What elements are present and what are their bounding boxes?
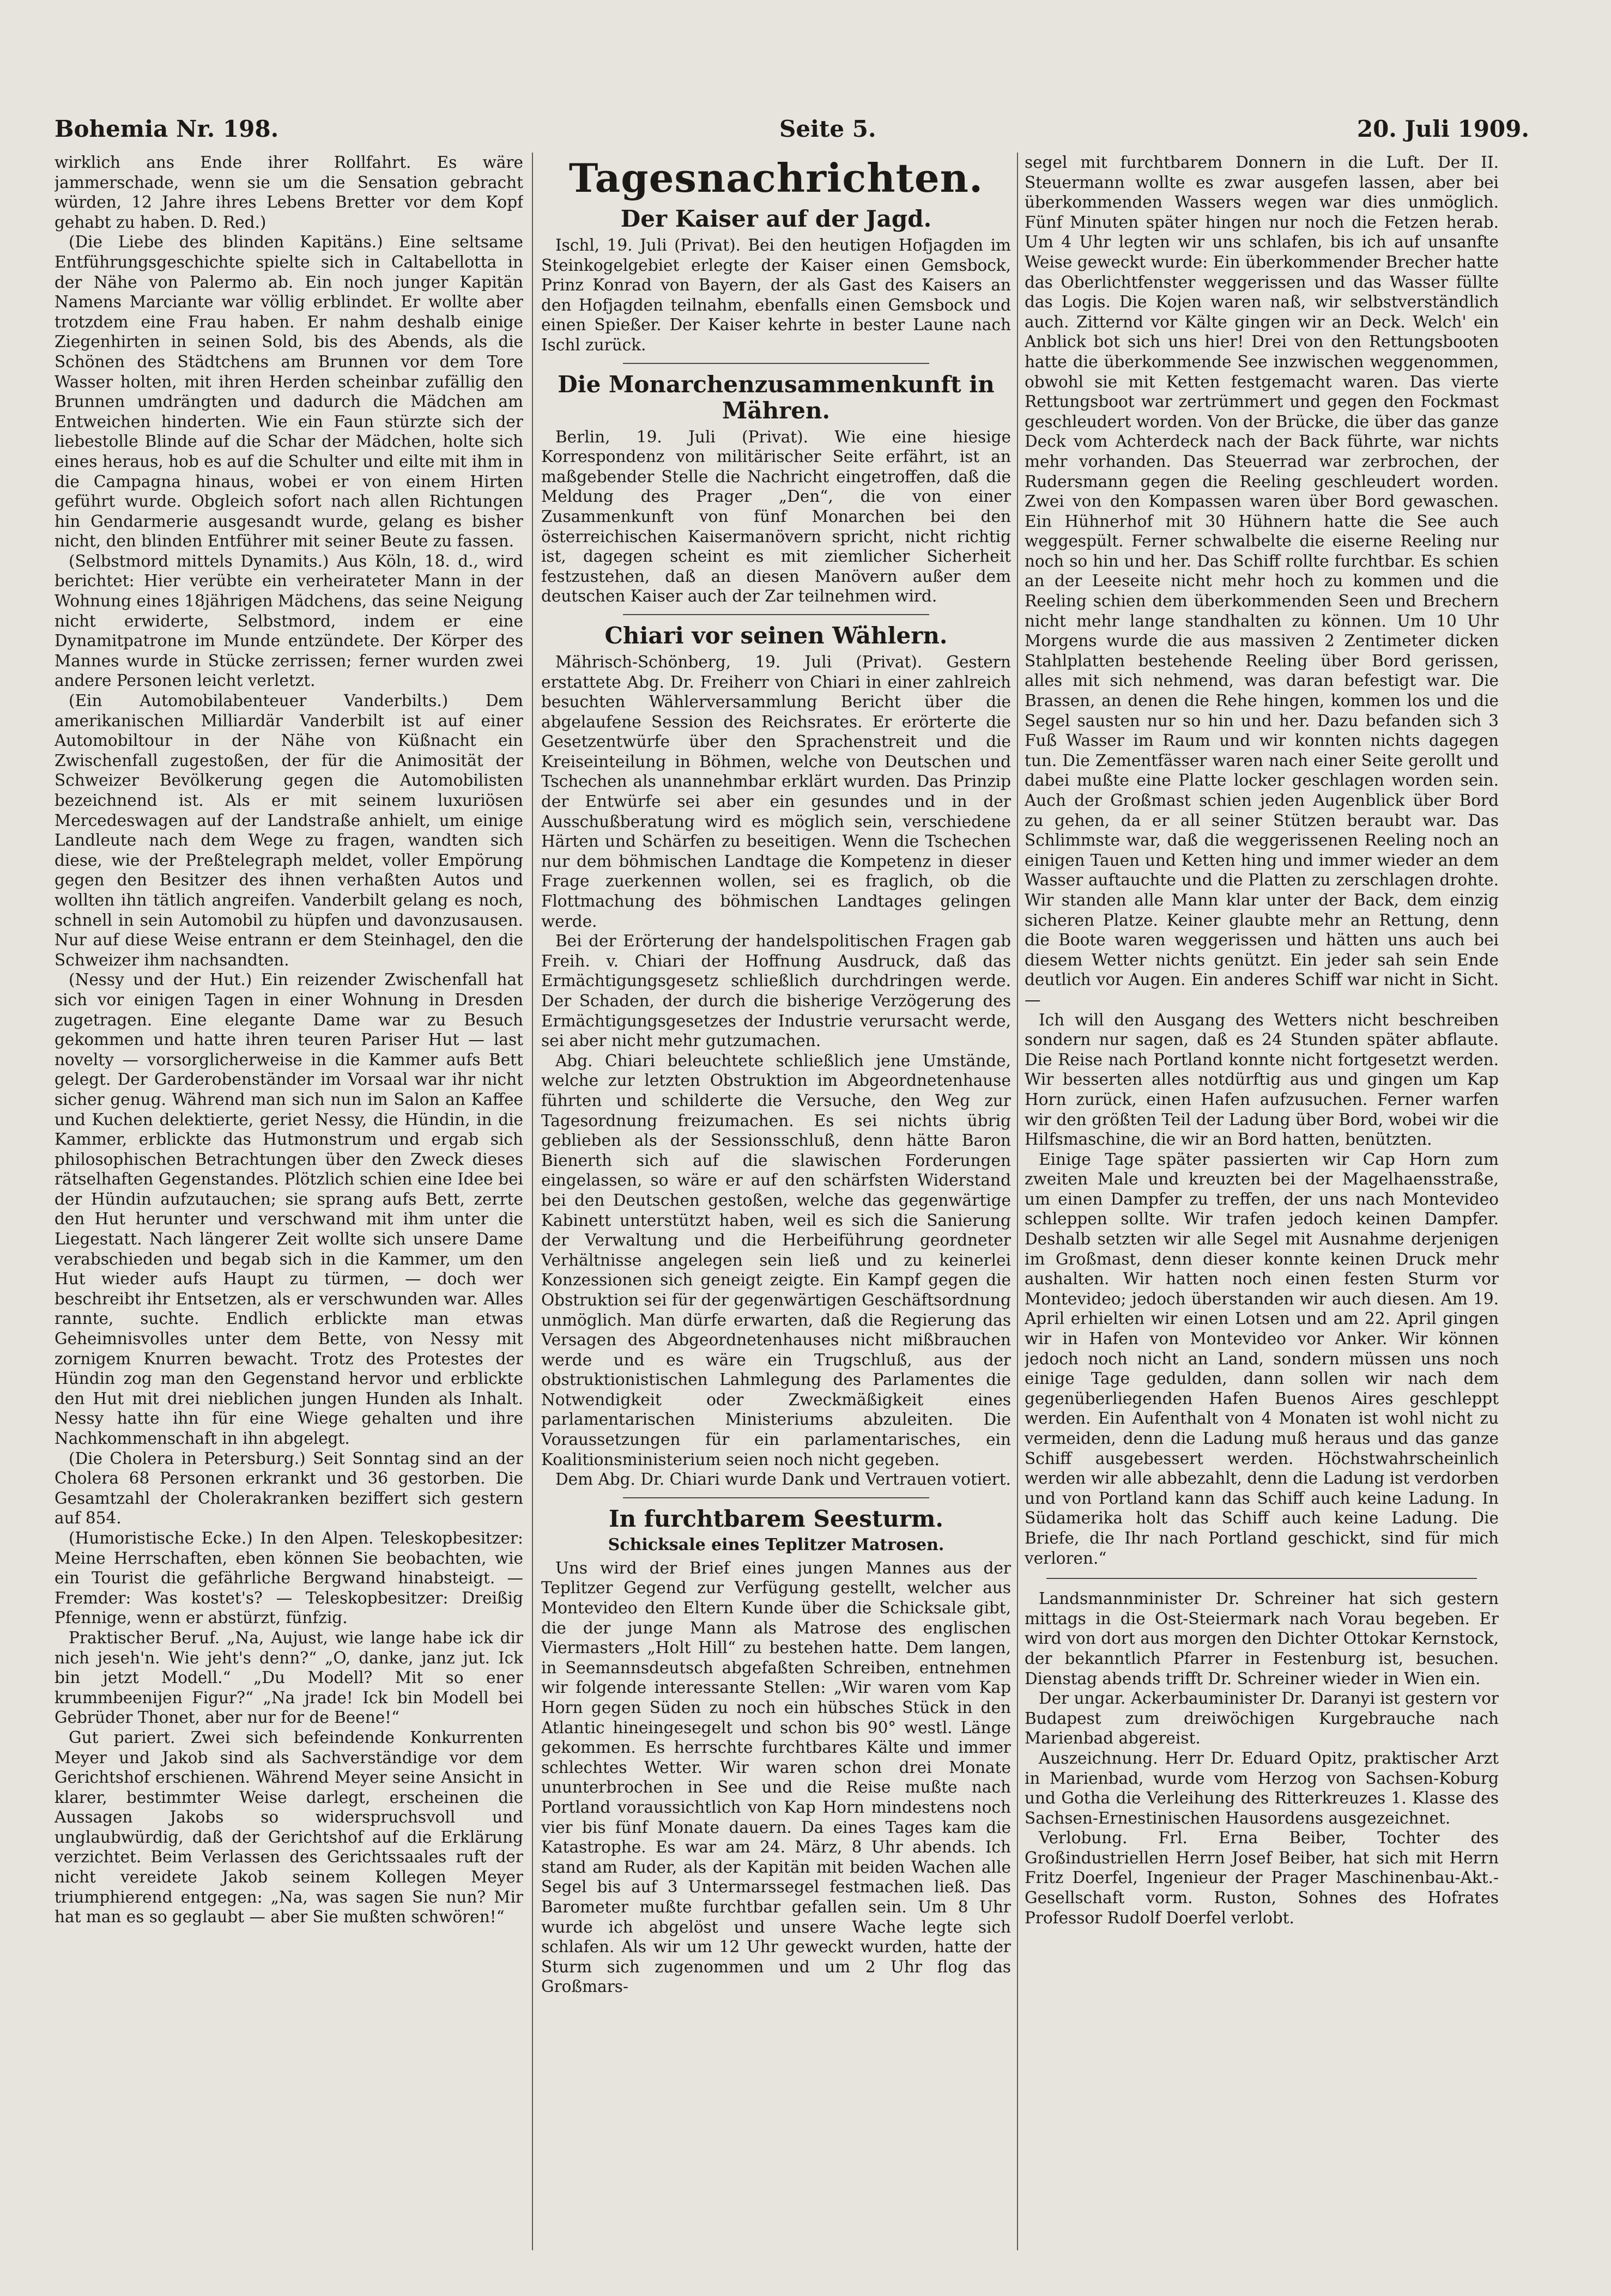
article-paragraph: (Humoristische Ecke.) In den Alpen. Teleskopbesitzer: Meine Herrschaften, eben können Sie beobachten, wie ein Tourist die gefährliche Bergwand hinabsteigt. — Fremder: Was kostet's? — Teleskopbesitzer: Dreißig Pfennige, wenn er abstürzt, fünfzig. [54,1528,523,1627]
news-note: Der ungar. Ackerbauminister Dr. Daranyi ist gestern vor Budapest zum dreiwöchigen Kurgebrauche nach Marienbad abgereist. [1025,1689,1499,1748]
article-headline: Die Monarchenzusammenkunft in Mähren. [558,370,995,424]
news-note: Landsmannminister Dr. Schreiner hat sich gestern mittags in die Ost-Steiermark nach Vorau begeben. Er wird von dort aus morgen den Dichter Ottokar Kernstock, der bekanntlich Pfarrer in Festenburg ist, besuchen. Dienstag abends trifft Dr. Schreiner wieder in Wien ein. [1025,1589,1499,1688]
header-issue: Bohemia Nr. 198. [54,116,279,142]
header-page-number: Seite 5. [779,116,876,142]
article-paragraph: Uns wird der Brief eines jungen Mannes aus der Teplitzer Gegend zur Verfügung gestellt, welcher aus Montevideo den Eltern Kunde über die Schicksale gibt, die der junge Mann als Matrose des englischen Viermasters „Holt Hill“ zu bestehen hatte. Dem langen, in Seemannsdeutsch abgefaßten Schreiben, entnehmen wir folgende interessante Stellen: „Wir waren vom Kap Horn gegen Süden zu noch ein hübsches Stück in den Atlantic hineingesegelt und schon bis 90° westl. Länge gekommen. Es herrschte furchtbares Kälte und immer schlechtes Wetter. Wir waren schon drei Monate ununterbrochen in See und die Reise mußte nach Portland voraussichtlich von Kap Horn mindestens noch vier bis fünf Monate dauern. Da eines Tages kam die Katastrophe. Es war am 24. März, 8 Uhr abends. Ich stand am Ruder, als der Kapitän mit beiden Wachen alle Segel bis auf 3 Untermarssegel festmachen ließ. Das Barometer mußte furchtbar gefallen sein. Um 8 Uhr wurde ich abgelöst und unsere Wache legte sich schlafen. Als wir um 12 Uhr geweckt wurden, hatte der Sturm sich zugenommen und um 2 Uhr flog das Großmars- [541,1558,1011,1996]
article-headline: Der Kaiser auf der Jagd. [620,205,932,232]
article-paragraph: Ischl, 19. Juli (Privat). Bei den heutigen Hofjagden im Steinkogelgebiet erlegte der Kaiser einen Gemsbock, Prinz Konrad von Bayern, der als Gast des Kaisers an den Hofjagden teilnahm, ebenfalls einen Gemsbock und einen Spießer. Der Kaiser kehrte in bester Laune nach Ischl zurück. [541,236,1011,354]
column-rule [532,153,533,2250]
column-3 [1025,153,1499,2256]
column-2 [541,153,1011,2256]
article-paragraph: Einige Tage später passierten wir Cap Horn zum zweiten Male und kreuzten bei der Magelhaensstraße, um einen Dampfer zu treffen, der uns nach Montevideo schleppen sollte. Wir trafen jedoch keinen Dampfer. Deshalb setzten wir alle Segel mit Ausnahme derjenigen im Großmast, denn dieser konnte keinen Druck mehr aushalten. Wir hatten noch einen festen Sturm vor Montevideo; jedoch überstanden wir auch diesen. Am 19. April erhielten wir einen Lotsen und am 22. April gingen wir in Hafen von Montevideo vor Anker. Wir können jedoch noch nicht an Land, sondern müssen uns noch einige Tage gedulden, dann sollen wir nach dem gegenüberliegenden Hafen Buenos Aires geschleppt werden. Ein Aufenthalt von 4 Monaten ist wohl nicht zu vermeiden, denn die Ladung muß heraus und das ganze Schiff ausgebessert werden. Höchstwahrscheinlich werden wir alle abbezahlt, denn die Ladung ist verdorben und von Portland kann das Schiff auch keine Ladung. In Südamerika holt das Schiff auch keine Ladung. Die Briefe, die Ihr nach Portland geschickt, sind für mich verloren.“ [1025,1150,1499,1568]
article-divider [623,363,929,364]
header-date: 20. Juli 1909. [1356,116,1529,142]
column-1 [54,153,523,2256]
article-headline: Chiari vor seinen Wählern. [604,622,948,649]
page-header [54,116,1529,147]
column-rule [1017,153,1018,2250]
article-paragraph: Berlin, 19. Juli (Privat). Wie eine hiesige Korrespondenz von militärischer Seite erfährt, ist an maßgebender Stelle die Nachricht eingetroffen, daß die Meldung des Prager „Den“, die von einer Zusammenkunft von fünf Monarchen bei den österreichischen Kaisermanövern spricht, nicht richtig ist, dagegen scheint es mit ziemlicher Sicherheit festzustehen, daß an diesen Manövern außer dem deutschen Kaiser auch der Zar teilnehmen wird. [541,427,1011,606]
article-paragraph: (Selbstmord mittels Dynamits.) Aus Köln, 18. d., wird berichtet: Hier verübte ein verheirateter Mann in der Wohnung eines 18jährigen Mädchens, das seine Neigung nicht erwiderte, Selbstmord, indem er eine Dynamitpatrone im Munde entzündete. Der Körper des Mannes wurde in Stücke zerrissen; ferner wurden zwei andere Personen leicht verletzt. [54,551,523,690]
article-paragraph: (Nessy und der Hut.) Ein reizender Zwischenfall hat sich vor einigen Tagen in einer Wohnung in Dresden zugetragen. Eine elegante Dame war zu Besuch gekommen und hatte ihren teuren Pariser Hut — last novelty — vorsorglicherweise in die Kammer aufs Bett gelegt. Der Garderobenständer im Vorsaal war ihr nicht sicher genug. Während man sich nun im Salon an Kaffee und Kuchen delektierte, geriet Nessy, die Hündin, in die Kammer, erblickte das Hutmonstrum und ergab sich philosophischen Betrachtungen über den Zweck dieses rätselhaften Gegenstandes. Plötzlich schien eine Idee bei der Hündin aufzutauchen; sie sprang aufs Bett, zerrte den Hut herunter und verschwand mit ihm unter die Liegestatt. Nach längerer Zeit wollte sich unsere Dame verabschieden und begab sich in die Kammer, um den Hut wieder aufs Haupt zu türmen, — doch wer beschreibt ihr Entsetzen, als er verschwunden war. Alles rannte, suchte. Endlich erblickte man etwas Geheimnisvolles unter dem Bette, von Nessy mit zornigem Knurren bewacht. Trotz des Protestes der Hündin zog man den Gegenstand hervor und erblickte den Hut mit drei nieblichen jungen Hunden als Inhalt. Nessy hatte ihn für eine Wiege gehalten und ihre Nachkommenschaft in ihn abgelegt. [54,970,523,1448]
article-paragraph: Bei der Erörterung der handelspolitischen Fragen gab Freih. v. Chiari der Hoffnung Ausdruck, daß das Ermächtigungsgesetz schließlich durchdringen werde. Der Schaden, der durch die bisherige Verzögerung des Ermächtigungsgesetzes der Industrie verursacht werde, sei aber nicht mehr gutzumachen. [541,932,1011,1050]
article-paragraph: wirklich ans Ende ihrer Rollfahrt. Es wäre jammerschade, wenn sie um die Sensation gebracht würden, 12 Jahre ihres Lebens Bretter vor dem Kopf gehabt zu haben. D. Red.) [54,153,523,232]
article-paragraph: Gut pariert. Zwei sich befeindende Konkurrenten Meyer und Jakob sind als Sachverständige vor dem Gerichtshof erschienen. Während Meyer seine Ansicht in klarer, bestimmter Weise darlegt, erscheinen die Aussagen Jakobs so widerspruchsvoll und unglaubwürdig, daß der Gerichtshof auf die Erklärung verzichtet. Beim Verlassen des Gerichtssaales ruft der nicht vereidete Jakob seinem Kollegen Meyer triumphierend entgegen: „Na, was sagen Sie nun? Mir hat man es so geglaubt — aber Sie mußten schwören!“ [54,1728,523,1927]
article-paragraph: (Die Liebe des blinden Kapitäns.) Eine seltsame Entführungsgeschichte spielte sich in Caltabellotta in der Nähe von Palermo ab. Ein noch junger Kapitän Namens Marciante war völlig erblindet. Er wollte aber trotzdem eine Frau haben. Er nahm deshalb einige Ziegenhirten in seinen Sold, bis des Abends, als die Schönen des Städtchens am Brunnen vor dem Tore Wasser holten, mit ihren Herden scheinbar zufällig den Brunnen umdrängten und dadurch die Mädchen am Entweichen hinderten. Wie ein Faun stürzte sich der liebestolle Blinde auf die Schar der Mädchen, holte sich eines heraus, hob es auf die Schulter und eilte mit ihm in die Campagna hinaus, wobei er von einem Hirten geführt wurde. Obgleich sofort nach allen Richtungen hin Gendarmerie ausgesandt wurde, gelang es bisher nicht, den blinden Entführer mit seiner Beute zu fassen. [54,233,523,551]
article-divider [1046,1578,1477,1579]
article-divider [623,614,929,615]
article-paragraph: Abg. Chiari beleuchtete schließlich jene Umstände, welche zur letzten Obstruktion im Abgeordnetenhause führten und schilderte die Versuche, den Weg zur Tagesordnung freizumachen. Es sei nichts übrig geblieben als der Sessionsschluß, denn hätte Baron Bienerth sich auf die slawischen Forderungen eingelassen, so wäre er auf den schärfsten Widerstand bei den Deutschen gestoßen, welche das gegenwärtige Kabinett unterstützt haben, weil es sich die Sanierung der Verwaltung und die Herbeiführung geordneter Verhältnisse angelegen sein ließ und zu keinerlei Konzessionen sich geneigt zeigte. Ein Kampf gegen die Obstruktion sei für der gegenwärtigen Geschäftsordnung unmöglich. Man dürfe erwarten, daß die Regierung das Versagen des Abgeordnetenhauses nicht mißbrauchen werde und es wäre ein Trugschluß, aus der obstruktionistischen Lahmlegung des Parlamentes die Notwendigkeit oder Zweckmäßigkeit eines parlamentarischen Ministeriums abzuleiten. Die Voraussetzungen für ein parlamentarisches, ein Koalitionsministerium seien noch nicht gegeben. [541,1051,1011,1469]
article-divider [623,1497,929,1498]
article-paragraph: Ich will den Ausgang des Wetters nicht beschreiben sondern nur sagen, daß es 24 Stunden später abflaute. Die Reise nach Portland konnte nicht fortgesetzt werden. Wir besserten alles notdürftig aus und gingen um Kap Horn zurück, einen Hafen aufzusuchen. Ferner warfen wir den größten Teil der Ladung über Bord, wobei wir die Hilfsmaschine, die wir an Bord hatten, benützten. [1025,1010,1499,1149]
article-paragraph: Dem Abg. Dr. Chiari wurde Dank und Vertrauen votiert. [555,1470,1011,1489]
section-title: Tagesnachrichten. [568,155,984,201]
article-paragraph: segel mit furchtbarem Donnern in die Luft. Der II. Steuermann wollte es zwar ausgefen lassen, aber bei überkommenden Wassers wegen war dies unmöglich. Fünf Minuten später hingen nur noch die Fetzen herab. Um 4 Uhr legten wir uns schlafen, bis ich auf unsanfte Weise geweckt wurde: Ein überkommender Brecher hatte das Oberlichtfenster weggerissen und das Wasser füllte das Logis. Die Kojen waren naß, wir selbstverständlich auch. Zitternd vor Kälte gingen wir an Deck. Welch' ein Anblick bot sich uns hier! Drei von den Rettungsbooten hatte die überkommende See inzwischen weggenommen, obwohl sie mit Ketten festgemacht waren. Das vierte Rettungsboot war zertrümmert und gegen den Fockmast geschleudert worden. Von der Brücke, die über das ganze Deck vom Achterdeck nach der Back führte, war nichts mehr vorhanden. Das Steuerrad war zerbrochen, der Rudersmann gegen die Reeling geschleudert worden. Zwei von den Kompassen waren über Bord gewaschen. Ein Hühnerhof mit 30 Hühnern hatte die See auch weggespült. Ferner schwalbelte die eiserne Reeling nur noch so hin und her. Das Schiff rollte furchtbar. Es schien an der Leeseite nicht mehr hoch zu kommen und die Reeling schien dem überkommenden Seen und Brechern nicht mehr lange standhalten zu können. Um 10 Uhr Morgens wurde die aus massiven 2 Zentimeter dicken Stahlplatten bestehende Reeling über Bord gerissen, alles mit sich nehmend, was daran befestigt war. Die Brassen, an denen die Rehe hingen, kommen los und die Segel sausten nur so hin und her. Dazu befanden sich 3 Fuß Wasser im Raum und wir konnten nichts dagegen tun. Die Zementfässer waren nach einer Seite gerollt und dabei mußte eine Platte locker geschlagen worden sein. Auch der Großmast schien jeden Augenblick über Bord zu gehen, da er all seiner Stützen beraubt war. Das Schlimmste war, daß die weggerissenen Reeling noch an einigen Tauen und Ketten hing und immer wieder an dem Wasser auftauchte und die Platten zu zerschlagen drohte. Wir standen alle Mann klar unter der Back, dem einzig sicheren Platze. Keiner glaubte mehr an Rettung, denn die Boote waren weggerissen und hätten uns auch bei diesem Wetter nichts genützt. Ein jeder sah sein Ende deutlich vor Augen. Ein anderes Schiff war nicht in Sicht. — [1025,153,1499,1009]
article-headline: In furchtbarem Seesturm. [608,1505,944,1532]
article-paragraph: (Die Cholera in Petersburg.) Seit Sonntag sind an der Cholera 68 Personen erkrankt und 36 gestorben. Die Gesamtzahl der Cholerakranken beziffert sich gestern auf 854. [54,1449,523,1528]
article-paragraph: Mährisch-Schönberg, 19. Juli (Privat). Gestern erstattete Abg. Dr. Freiherr von Chiari in einer zahlreich besuchten Wählerversammlung Bericht über die abgelaufene Session des Reichsrates. Er erörterte die Gesetzentwürfe über den Sprachenstreit und die Kreiseinteilung in Böhmen, welche von Deutschen und Tschechen als unannehmbar erklärt wurden. Das Prinzip der Entwürfe sei aber ein gesundes und in der Ausschußberatung wird es möglich sein, verschiedene Härten und Schärfen zu beseitigen. Wenn die Tschechen nur dem böhmischen Landtage die Kompetenz in dieser Frage zuerkennen wollen, sei es fraglich, ob die Flottmachung des böhmischen Landtages gelingen werde. [541,652,1011,931]
news-note: Verlobung. Frl. Erna Beiber, Tochter des Großindustriellen Herrn Josef Beiber, hat sich mit Herrn Fritz Doerfel, Ingenieur der Prager Maschinenbau-Akt.-Gesellschaft vorm. Ruston, Sohnes des Hofrates Professor Rudolf Doerfel verlobt. [1025,1829,1499,1927]
article-paragraph: Praktischer Beruf. „Na, Aujust, wie lange habe ick dir nich jeseh'n. Wie jeht's denn?“ „O, danke, janz jut. Ick bin jetzt Modell.“ „Du Modell? Mit so ener krummbeenijen Figur?“ „Na jrade! Ick bin Modell bei Gebrüder Thonet, aber nur for de Beene!“ [54,1628,523,1727]
news-note: Auszeichnung. Herr Dr. Eduard Opitz, praktischer Arzt in Marienbad, wurde vom Herzog von Sachsen-Koburg und Gotha die Verleihung des Ritterkreuzes 1. Klasse des Sachsen-Ernestinischen Hausordens ausgezeichnet. [1025,1748,1499,1827]
article-subheadline: Schicksale eines Teplitzer Matrosen. [608,1535,944,1554]
article-paragraph: (Ein Automobilabenteuer Vanderbilts.) Dem amerikanischen Milliardär Vanderbilt ist auf einer Automobiltour in der Nähe von Küßnacht ein Zwischenfall zugestoßen, der für die Animosität der Schweizer Bevölkerung gegen die Automobilisten bezeichnend ist. Als er mit seinem luxuriösen Mercedeswagen auf der Landstraße anhielt, um einige Landleute nach dem Wege zu fragen, wandten sich diese, wie der Preßtelegraph meldet, voller Empörung gegen den Besitzer des ihnen verhaßten Autos und wollten ihn tätlich angreifen. Vanderbilt gelang es noch, schnell in sein Automobil zu hüpfen und davonzusausen. Nur auf diese Weise entrann er dem Steinhagel, den die Schweizer ihm nachsandten. [54,691,523,969]
